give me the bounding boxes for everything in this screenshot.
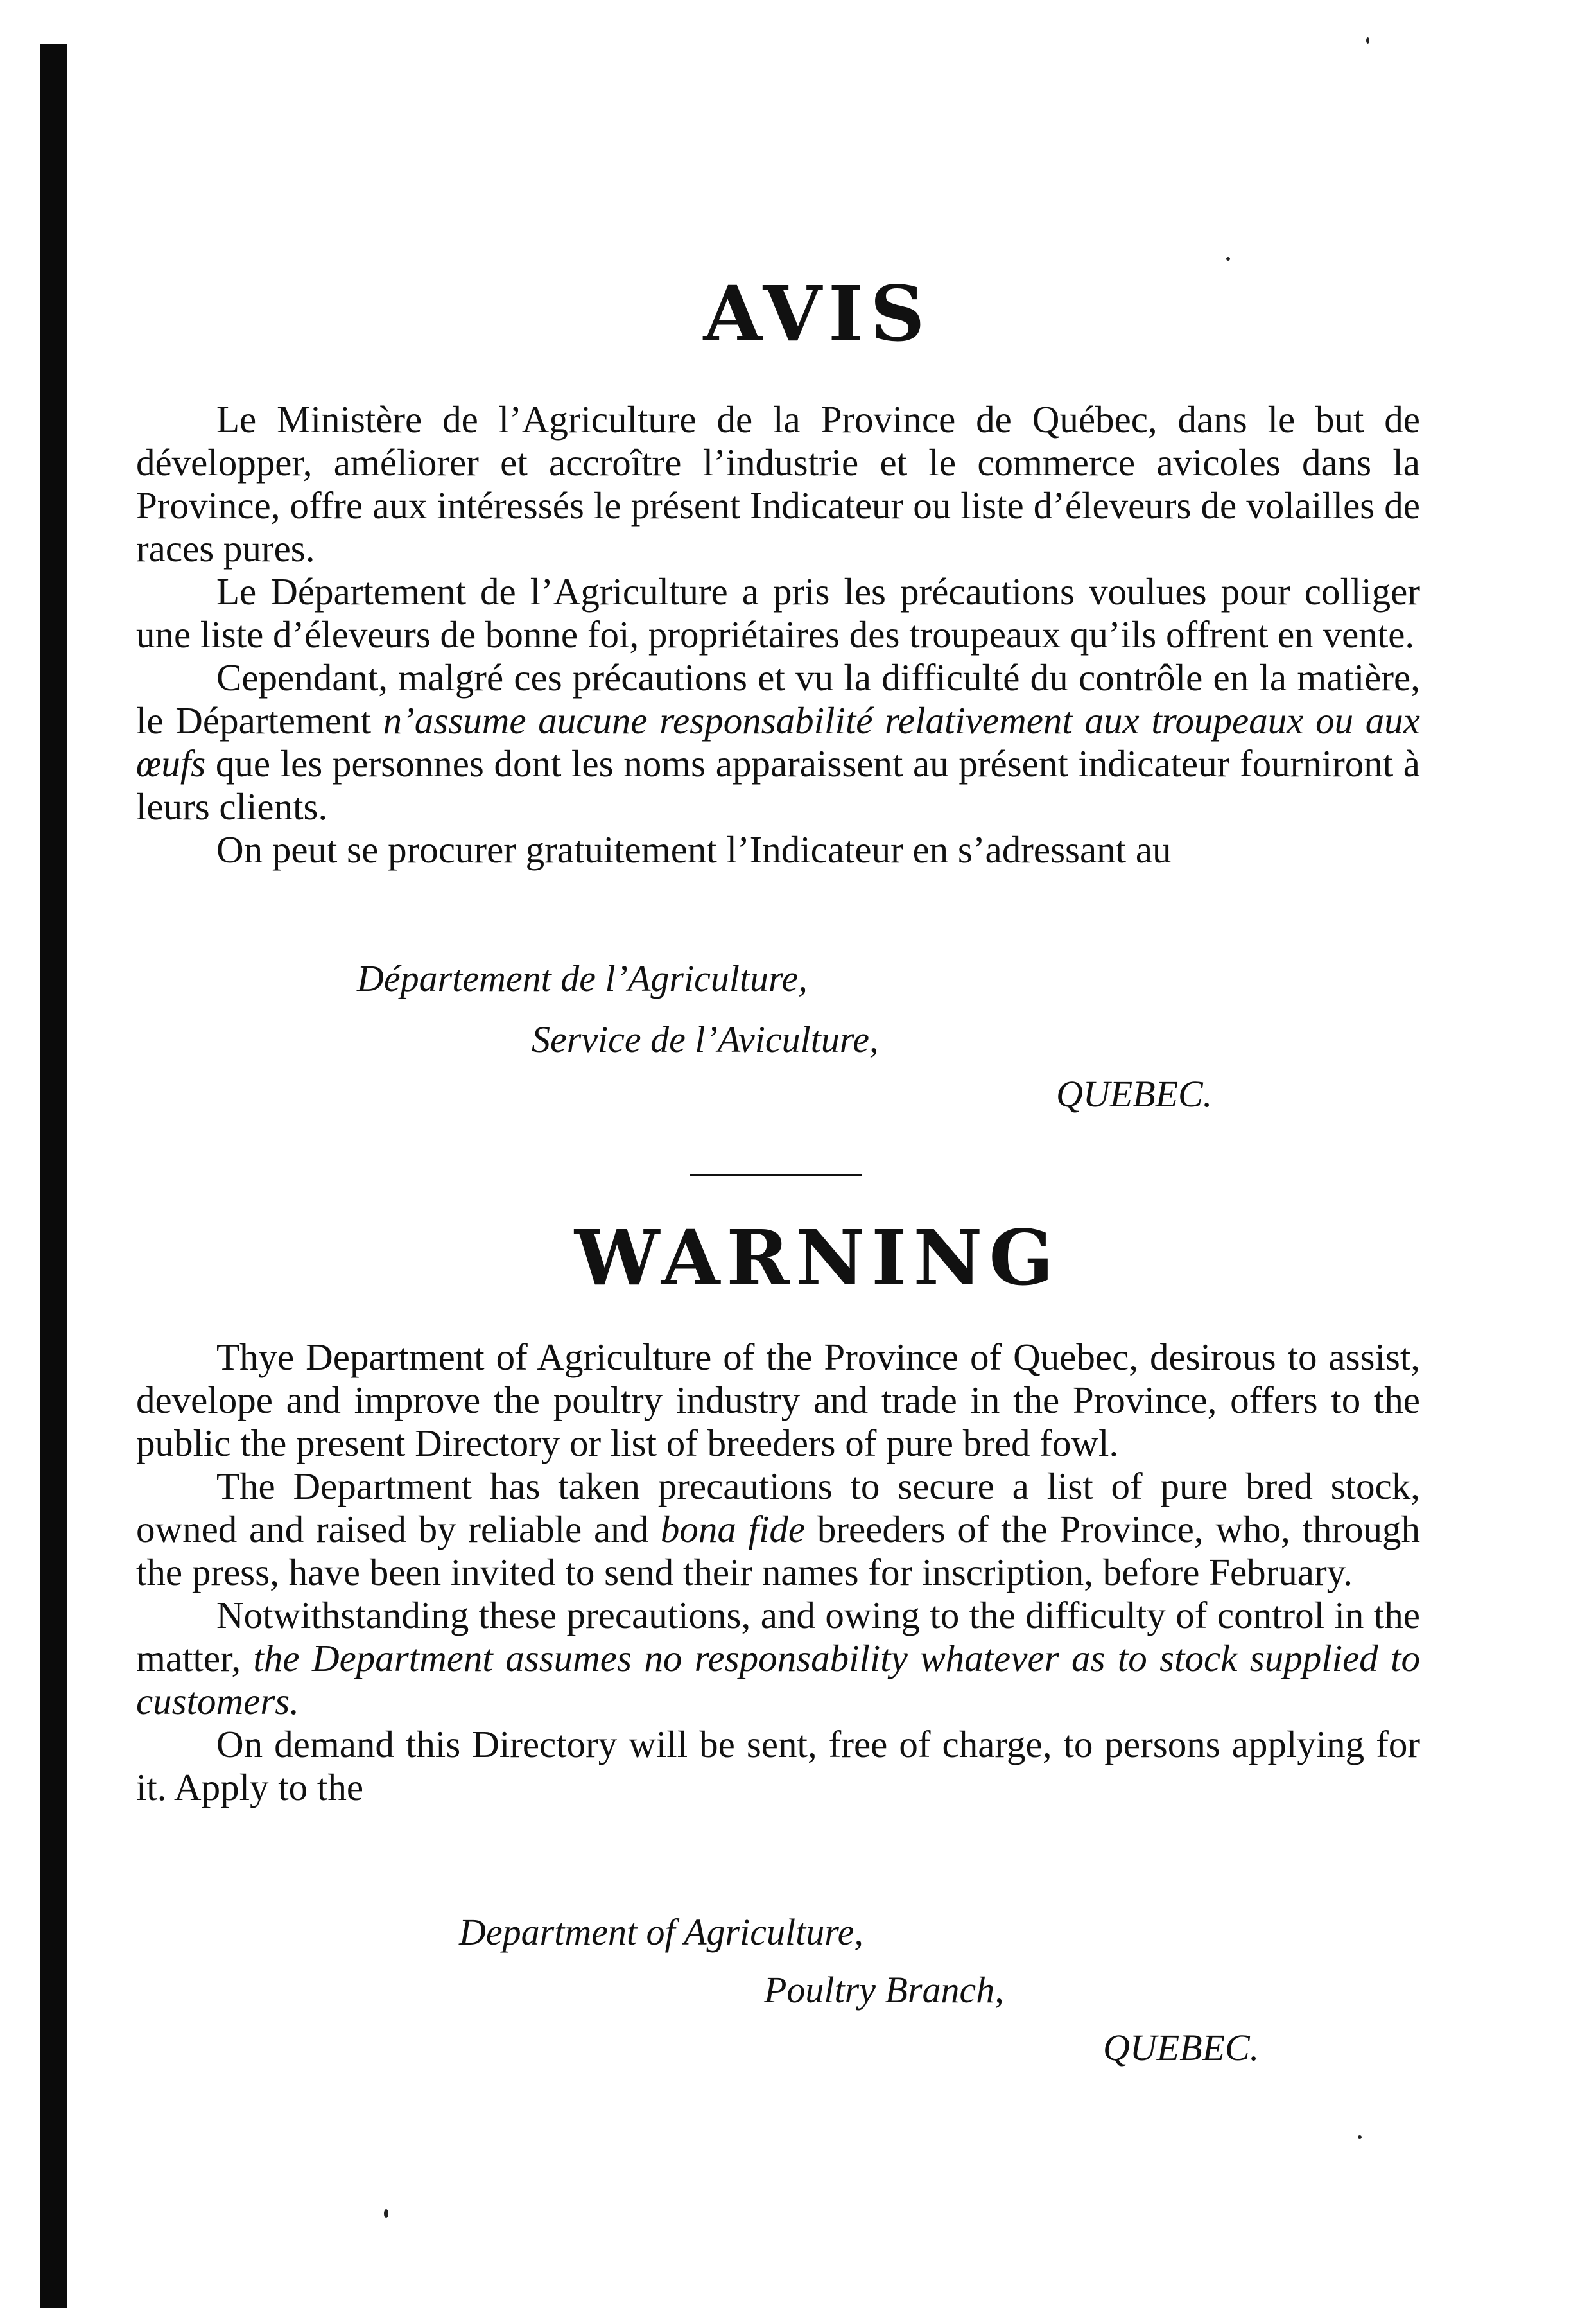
avis-signature-city: QUEBEC. (1056, 1073, 1213, 1115)
scan-speck (1358, 2135, 1362, 2139)
avis-paragraph-3 (136, 656, 1420, 828)
avis-heading: AVIS (703, 269, 932, 358)
scan-speck (384, 2209, 388, 2218)
scan-speck (1226, 257, 1230, 261)
avis-paragraph-4: On peut se procurer gratuitement l’Indicateur en s’adressant au (216, 828, 1172, 871)
warning-paragraph-4: On demand this Directory will be sent, free of charge, to persons applying for it. Apply to the (136, 1723, 1420, 1808)
avis-signature-service: Service de l’Aviculture, (532, 1018, 879, 1060)
warning-paragraph-2 (136, 1465, 1420, 1594)
warning-notice-text (136, 1336, 1420, 1809)
avis-signature-department: Département de l’Agriculture, (357, 957, 808, 999)
warning-paragraph-2-end: breeders of the Province, who, through the press, have been invited to send their names for inscription, before February. (136, 1508, 1420, 1593)
warning-signature-city: QUEBEC. (1103, 2027, 1260, 2068)
avis-paragraph-2: Le Département de l’Agriculture a pris les précautions voulues pour colliger une liste d’éleveurs de bonne foi, propriétaires des troupeaux qu’ils offrent en vente. (136, 570, 1420, 656)
warning-paragraph-2-start: The Department has taken precautions to secure a list of pure bred stock, owned and raised by reliable and (136, 1465, 1420, 1550)
warning-paragraph-3-emphasis: the Department assumes no responsability whatever as to stock supplied to customers. (136, 1637, 1420, 1722)
warning-signature-branch: Poultry Branch, (764, 1969, 1004, 2011)
warning-paragraph-2-emphasis: bona fide (660, 1508, 806, 1550)
avis-paragraph-3-emphasis: n’assume aucune responsabilité relativement aux troupeaux ou aux œufs (136, 699, 1420, 785)
avis-notice-text (136, 398, 1420, 871)
avis-paragraph-1: Le Ministère de l’Agriculture de la Province de Québec, dans le but de développer, améliorer et accroître l’industrie et le commerce avicoles dans la Province, offre aux intéressés le présent Indicateur ou liste d’éleveurs de volailles de races pures. (136, 398, 1420, 570)
warning-paragraph-3-start: Notwithstanding these precautions, and owing to the difficulty of control in the matter, (136, 1594, 1420, 1679)
avis-paragraph-3-start: Cependant, malgré ces précautions et vu la difficulté du contrôle en la matière, le Département (136, 656, 1420, 742)
avis-paragraph-3-end: que les personnes dont les noms apparaissent au présent indicateur fourniront à leurs clients. (136, 742, 1420, 828)
warning-heading: WARNING (574, 1213, 1061, 1302)
scan-speck (1366, 37, 1369, 44)
warning-paragraph-3 (136, 1594, 1420, 1723)
section-divider (690, 1174, 862, 1176)
warning-paragraph-1: Thye Department of Agriculture of the Province of Quebec, desirous to assist, develope and improve the poultry industry and trade in the Province, offers to the public the present Directory or list of breeders of pure bred fowl. (136, 1336, 1420, 1464)
warning-signature-department: Department of Agriculture, (459, 1911, 863, 1953)
scan-edge-bar (40, 44, 67, 2308)
